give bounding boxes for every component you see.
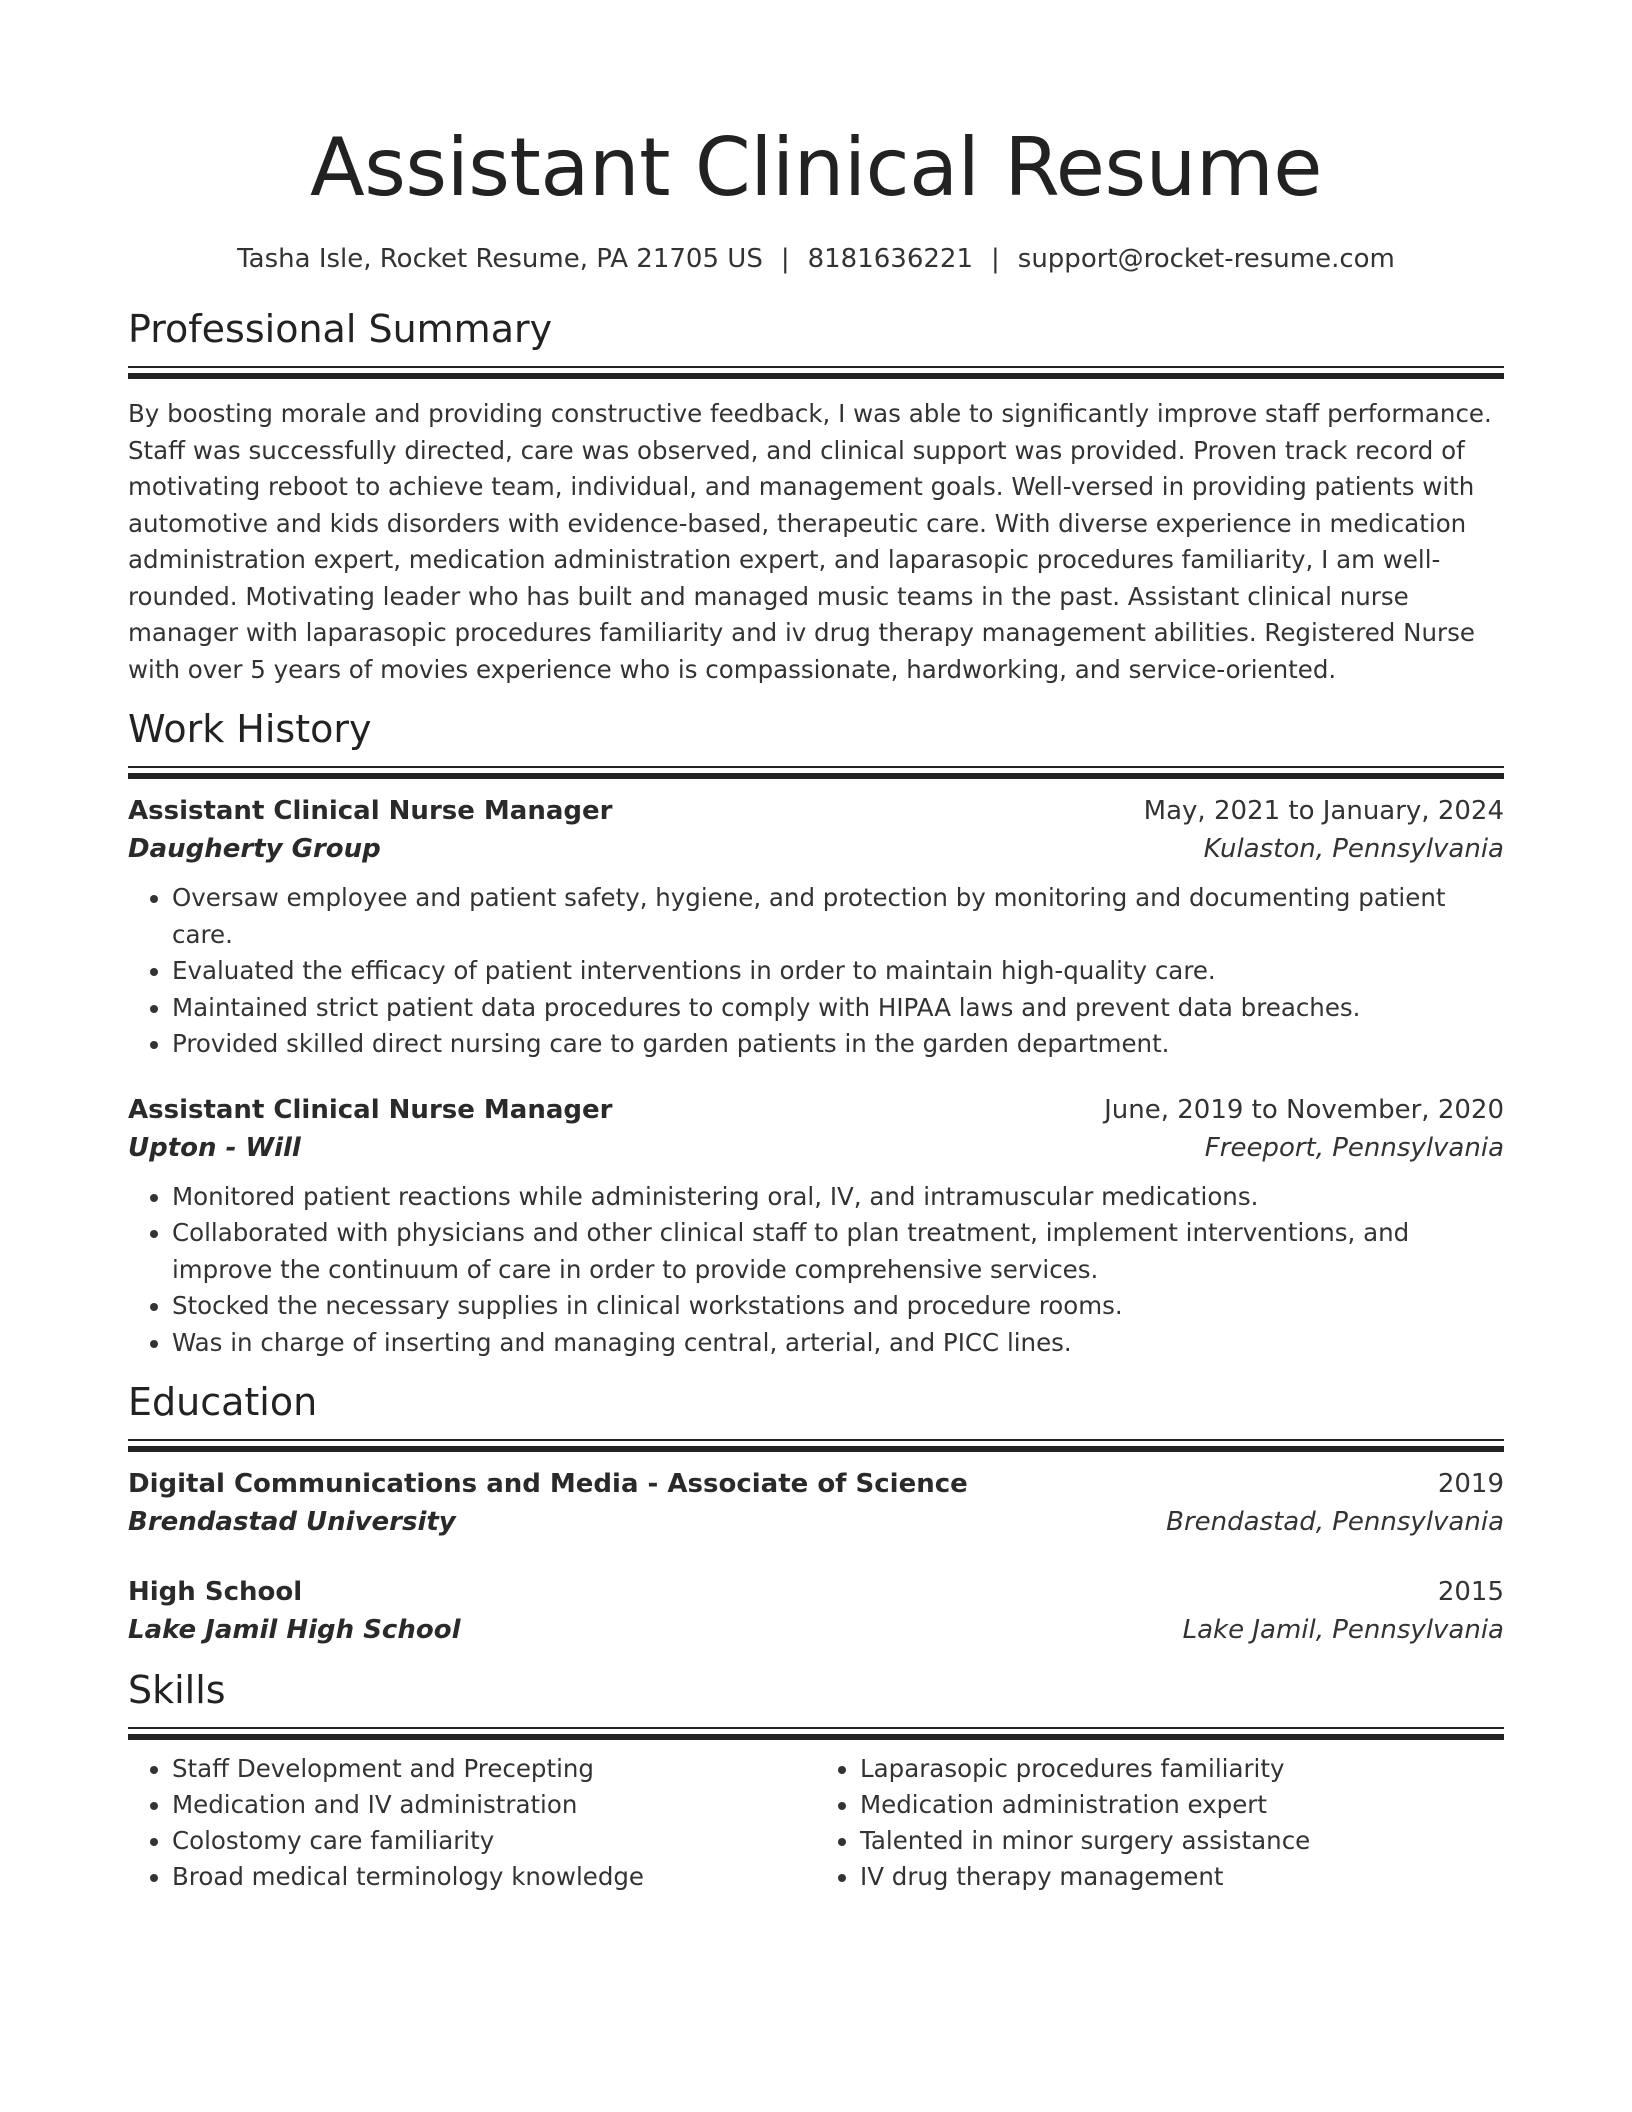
education-year: 2019: [1437, 1469, 1504, 1499]
job-location: Freeport, Pennsylvania: [1204, 1132, 1504, 1163]
education-school: Brendastad University: [128, 1507, 456, 1537]
job-bullet: • Monitored patient reactions while administering oral, IV, and intramuscular medications.: [172, 1179, 1504, 1216]
section-divider: [128, 366, 1504, 376]
job-location: Kulaston, Pennsylvania: [1203, 834, 1504, 864]
job-dates: June, 2019 to November, 2020: [1104, 1094, 1504, 1125]
education-entry: [128, 1573, 1504, 1649]
skills-list: [128, 1751, 816, 1895]
skills-list: [816, 1751, 1504, 1895]
skill-item: • Medication and IV administration: [172, 1787, 816, 1823]
skills-section: [128, 1665, 1504, 1895]
education-school-row: [128, 1611, 1504, 1649]
job-bullet: • Provided skilled direct nursing care to garden patients in the garden department.: [172, 1026, 1504, 1063]
contact-line: [128, 242, 1504, 276]
skill-item: • Medication administration expert: [860, 1787, 1504, 1823]
skills-heading: Skills: [128, 1668, 226, 1712]
education-degree: Digital Communications and Media - Associate of Science: [128, 1469, 968, 1499]
section-divider: [128, 1727, 1504, 1737]
summary-heading: Professional Summary: [128, 307, 553, 351]
skills-column-left: [128, 1751, 816, 1895]
education-location: Lake Jamil, Pennsylvania: [1182, 1615, 1504, 1645]
education-year: 2015: [1437, 1577, 1504, 1607]
skill-item: • IV drug therapy management: [860, 1859, 1504, 1895]
contact-address: Tasha Isle, Rocket Resume, PA 21705 US: [237, 244, 763, 274]
education-location: Brendastad, Pennsylvania: [1166, 1507, 1504, 1537]
job-bullet: • Evaluated the efficacy of patient interventions in order to maintain high-quality care.: [172, 953, 1504, 990]
education-header-row: [128, 1573, 1504, 1611]
section-divider: [128, 1439, 1504, 1449]
education-header-row: [128, 1465, 1504, 1503]
job-title: Assistant Clinical Nurse Manager: [128, 796, 613, 826]
skill-item: • Talented in minor surgery assistance: [860, 1823, 1504, 1859]
job-bullets: [128, 880, 1504, 1063]
education-degree: High School: [128, 1577, 303, 1607]
skill-item: • Colostomy care familiarity: [172, 1823, 816, 1859]
job-company-row: [128, 1129, 1504, 1167]
contact-phone: 8181636221: [807, 244, 974, 274]
skill-item: • Broad medical terminology knowledge: [172, 1859, 816, 1895]
work-heading: Work History: [128, 707, 372, 751]
summary-text: By boosting morale and providing constructive feedback, I was able to significantly improve staff performance. Staff was successfully directed, care was observed, and clinical support was provided. Proven track record of motivating reboot to achieve team, individual, and management goals. Well-versed in providing patients with automotive and kids disorders with evidence-based, therapeutic care. With diverse experience in medication administration expert, medication administration expert, and laparasopic procedures familiarity, I am well-rounded. Motivating leader who has built and managed music teams in the past. Assistant clinical nurse manager with laparasopic procedures familiarity and iv drug therapy management abilities. Registered Nurse with over 5 years of movies experience who is compassionate, hardworking, and service-oriented.: [128, 399, 1492, 684]
skills-grid: [128, 1751, 1504, 1895]
summary-section: [128, 304, 1504, 688]
job-title: Assistant Clinical Nurse Manager: [128, 1094, 613, 1125]
job-entry: [128, 1091, 1504, 1362]
work-section: [128, 704, 1504, 1361]
job-bullets: [128, 1179, 1504, 1362]
resume-title: Assistant Clinical Resume: [309, 121, 1323, 214]
skill-item: • Staff Development and Precepting: [172, 1751, 816, 1787]
job-bullet: • Stocked the necessary supplies in clinical workstations and procedure rooms.: [172, 1288, 1504, 1325]
education-heading: Education: [128, 1380, 318, 1424]
job-company: Upton - Will: [128, 1132, 301, 1163]
job-dates: May, 2021 to January, 2024: [1143, 796, 1504, 826]
job-bullet: • Collaborated with physicians and other clinical staff to plan treatment, implement interventions, and improve the continuum of care in order to provide comprehensive services.: [172, 1215, 1504, 1288]
job-company-row: [128, 830, 1504, 868]
education-school: Lake Jamil High School: [128, 1615, 461, 1645]
education-school-row: [128, 1503, 1504, 1541]
job-company: Daugherty Group: [128, 834, 381, 864]
job-entry: [128, 792, 1504, 1063]
section-divider: [128, 766, 1504, 776]
education-section: [128, 1377, 1504, 1649]
contact-separator: |: [991, 244, 1000, 274]
job-bullet: • Was in charge of inserting and managing central, arterial, and PICC lines.: [172, 1325, 1504, 1362]
contact-email: support@rocket-resume.com: [1017, 244, 1395, 274]
contact-separator: |: [780, 244, 790, 274]
job-bullet: • Oversaw employee and patient safety, hygiene, and protection by monitoring and documenting patient care.: [172, 880, 1504, 953]
education-entry: [128, 1465, 1504, 1541]
job-header-row: [128, 792, 1504, 830]
job-bullet: • Maintained strict patient data procedures to comply with HIPAA laws and prevent data breaches.: [172, 990, 1504, 1027]
skills-column-right: [816, 1751, 1504, 1895]
skill-item: • Laparasopic procedures familiarity: [860, 1751, 1504, 1787]
job-header-row: [128, 1091, 1504, 1129]
